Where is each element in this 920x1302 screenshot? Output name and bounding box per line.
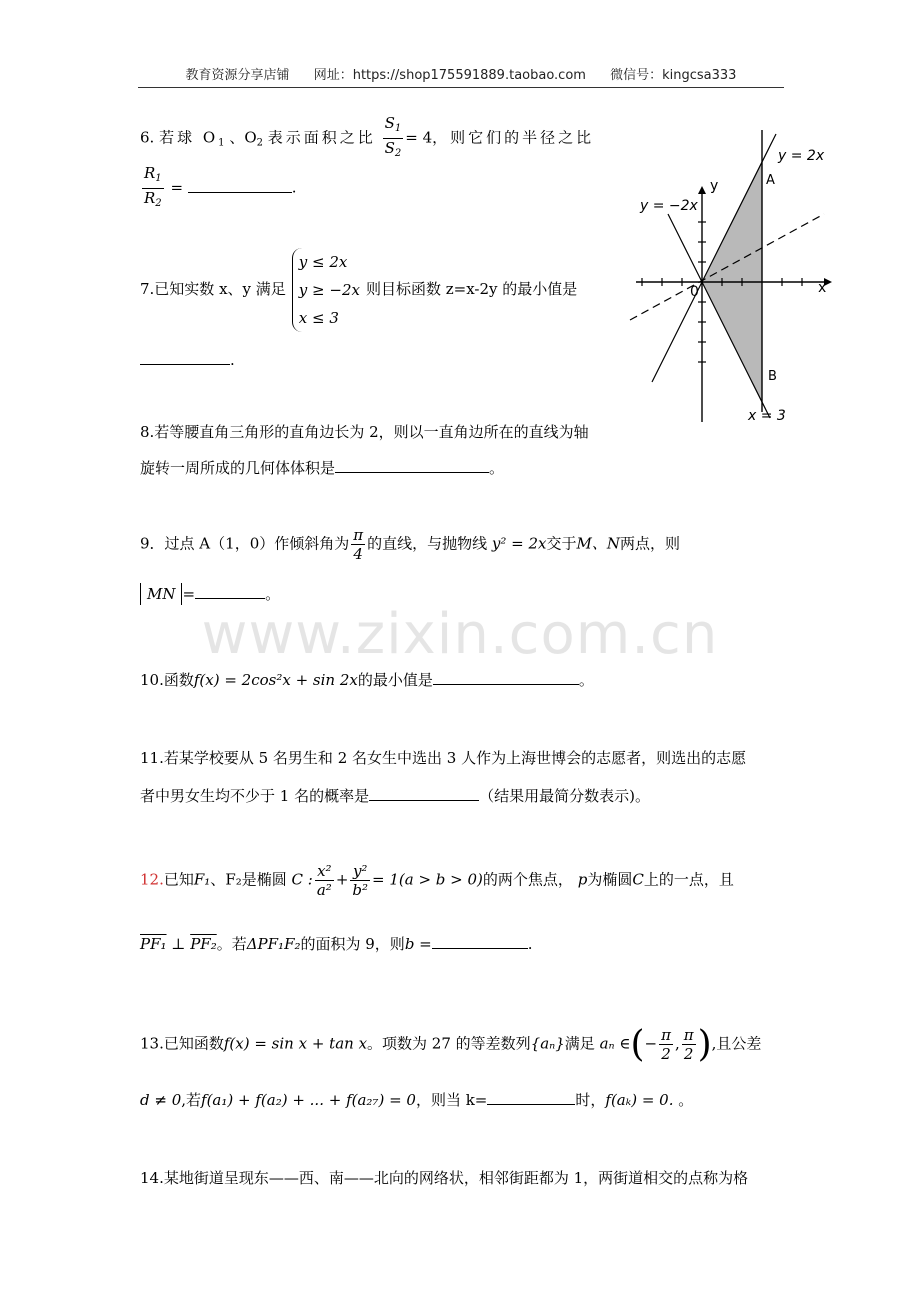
y-axis-arrow xyxy=(698,186,706,194)
question-14-line1: 14.某地街道呈现东——西、南——北向的网络状，相邻街距都为 1，两街道相交的点称为格 xyxy=(140,1169,749,1187)
shop-url[interactable]: 网址：https://shop175591889.taobao.com xyxy=(313,68,586,83)
point-b-label: B xyxy=(768,369,777,384)
wechat-id: 微信号：kingcsa333 xyxy=(610,68,737,83)
question-7: 7.已知实数 x、y 满足 y ≤ 2x y ≥ −2x x ≤ 3 则目标函数 z=x-2y 的最小值是 xyxy=(140,248,577,332)
question-12-line2: PF₁ ⊥ PF₂。若ΔPF₁F₂的面积为 9，则b = . xyxy=(140,932,533,956)
question-10: 10.函数f(x) = 2cos²x + sin 2x的最小值是 。 xyxy=(140,668,594,692)
question-7-line2: . xyxy=(140,348,235,372)
question-8-line2: 旋转一周所成的几何体体积是 。 xyxy=(140,456,504,480)
label-y-neg2x: y = −2x xyxy=(640,198,698,214)
ratio-r1-r2: $\frac{R_1}{R_2}$ xyxy=(144,164,162,209)
question-6: 6. 若球 $O_1$ 、$O_2$ 表示面积之比 $\frac{S_1}{S_2}$ = 4，则它们的半径之比 xyxy=(140,114,594,163)
answer-blank-10[interactable] xyxy=(433,668,579,685)
answer-blank-11[interactable] xyxy=(369,784,479,801)
question-9: 9．过点 A（1，0）作倾斜角为 $\frac{\pi}{4}$ 的直线，与抛物线 y² = 2x交于M、N两点，则 xyxy=(140,526,681,563)
question-6-line2: $\frac{R_1}{R_2}$ = . xyxy=(140,164,297,213)
axis-label-x: x xyxy=(818,280,827,296)
fraction-y2-b2: $\frac{\text{y²}}{\text{b²}}$ xyxy=(352,862,369,899)
fraction-x2-a2: $\frac{\text{x²}}{\text{a²}}$ xyxy=(316,862,332,899)
origin-label: 0 xyxy=(690,284,699,300)
question-11-line2: 者中男女生均不少于 1 名的概率是 （结果用最简分数表示)。 xyxy=(140,784,650,808)
fraction-pi-4: $\frac{\pi}{4}$ xyxy=(353,526,364,563)
question-13-line2: d ≠ 0,若f(a₁) + f(a₂) + ... + f(a₂₇) = 0，则当 k= 时，f(aₖ) = 0. 。 xyxy=(140,1088,693,1112)
page-header xyxy=(138,64,784,88)
feasible-region-graph xyxy=(628,122,838,428)
ratio-s1-s2: $\frac{S_1}{S_2}$ xyxy=(384,114,402,159)
answer-blank-13[interactable] xyxy=(487,1088,575,1105)
question-9-line2: MN = 。 xyxy=(140,582,280,606)
question-13: 13.已知函数f(x) = sin x + tan x。项数为 27 的等差数列{aₙ}满足 aₙ ∈(− $\frac{\pi}{2}$ , $\frac{\pi}{2}$ ),且公差 xyxy=(140,1023,762,1065)
answer-blank-8[interactable] xyxy=(335,456,489,473)
point-a-label: A xyxy=(766,173,775,188)
fraction-pi-2: $\frac{\pi}{2}$ xyxy=(683,1026,694,1063)
answer-blank-6[interactable] xyxy=(188,176,292,193)
answer-blank-7[interactable] xyxy=(140,348,230,365)
question-12: 12.已知F₁、F₂是椭圆 C : $\frac{\text{x²}}{\text{a²}}$ + $\frac{\text{y²}}{\text{b²}}$ = 1(a > b > 0)的两个焦点， p为椭圆C上的一点，且 xyxy=(140,862,734,899)
question-8-line1: 8.若等腰直角三角形的直角边长为 2，则以一直角边所在的直线为轴 xyxy=(140,423,589,441)
axis-label-y: y xyxy=(710,178,719,194)
fraction-pi-2-neg: $\frac{\pi}{2}$ xyxy=(661,1026,671,1063)
constraint-system: y ≤ 2x y ≥ −2x x ≤ 3 xyxy=(292,248,360,332)
watermark: www.zixin.com.cn xyxy=(201,602,719,667)
answer-blank-9[interactable] xyxy=(195,582,265,599)
question-11-line1: 11.若某学校要从 5 名男生和 2 名女生中选出 3 人作为上海世博会的志愿者，则选出的志愿 xyxy=(140,749,747,767)
shop-name: 教育资源分享店铺 xyxy=(185,68,290,83)
label-x-3: x = 3 xyxy=(748,408,786,424)
label-y-2x: y = 2x xyxy=(778,148,825,164)
answer-blank-12[interactable] xyxy=(432,932,528,949)
